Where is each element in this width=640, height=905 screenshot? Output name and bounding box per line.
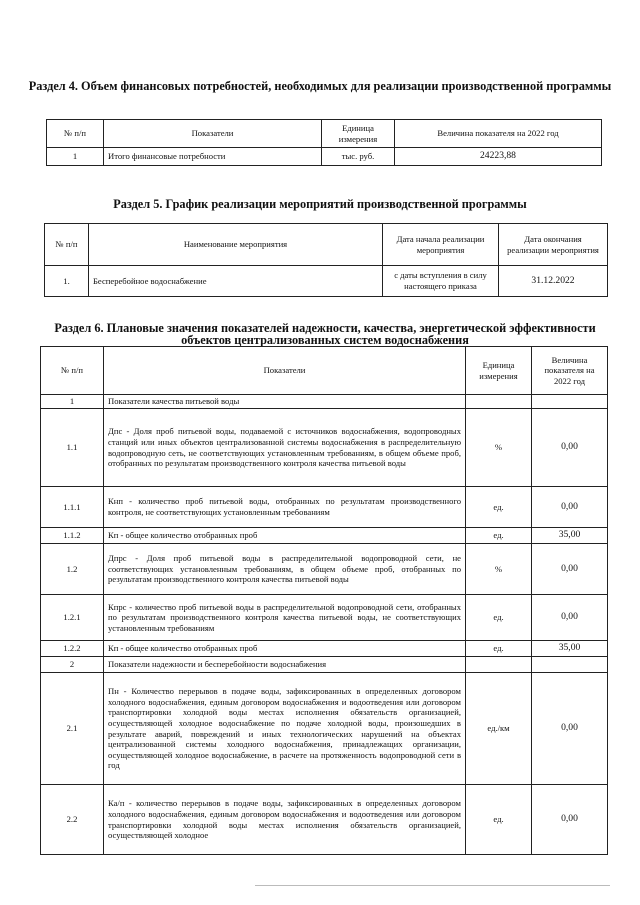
footer-divider — [255, 885, 610, 886]
header-num: № п/п — [45, 224, 89, 266]
header-num: № п/п — [47, 120, 104, 148]
row-indicator: Дпс - Доля проб питьевой воды, подаваемой с источников водоснабжения, водопроводных станций или иных объектов централизованной системы водоснабжения в распределительную водопроводную сеть, не соответствующих установленным требованиям, в общем объеме проб, отобранных по результатам производственного контроля качества питьевой воды — [104, 409, 466, 487]
table-row — [41, 528, 608, 544]
row-indicator: Дпрс - Доля проб питьевой воды в распределительной водопроводной сети, не соответствующих установленным требованиям, в общем объеме проб, отобранных по результатам производственного контроля качества питьевой воды — [104, 544, 466, 595]
table-header-row — [47, 120, 602, 148]
table-header-row — [45, 224, 608, 266]
row-unit — [466, 395, 532, 409]
row-value: 35,00 — [532, 641, 608, 657]
row-indicator: Показатели качества питьевой воды — [104, 395, 466, 409]
section6-table — [40, 346, 608, 855]
row-num: 2.2 — [41, 785, 104, 855]
row-indicator: Кп - общее количество отобранных проб — [104, 528, 466, 544]
row-num: 1.2.1 — [41, 595, 104, 641]
row-num: 1.1 — [41, 409, 104, 487]
row-num: 1.1.1 — [41, 487, 104, 528]
row-num: 2 — [41, 657, 104, 673]
row-end-date: 31.12.2022 — [499, 266, 608, 297]
row-num: 2.1 — [41, 673, 104, 785]
row-unit: ед. — [466, 528, 532, 544]
row-value: 0,00 — [532, 487, 608, 528]
row-unit: ед./км — [466, 673, 532, 785]
row-num: 1 — [41, 395, 104, 409]
row-unit: ед. — [466, 487, 532, 528]
table-row — [41, 641, 608, 657]
header-num: № п/п — [41, 347, 104, 395]
row-unit: % — [466, 409, 532, 487]
row-value: 35,00 — [532, 528, 608, 544]
row-value — [532, 395, 608, 409]
table-row — [41, 595, 608, 641]
row-num: 1 — [47, 148, 104, 166]
table-row — [41, 657, 608, 673]
table-row — [41, 487, 608, 528]
header-start-date: Дата начала реализации мероприятия — [383, 224, 499, 266]
row-num: 1.1.2 — [41, 528, 104, 544]
header-value: Величина показателя на 2022 год — [532, 347, 608, 395]
row-indicator: Кпрс - количество проб питьевой воды в распределительной водопроводной сети, отобранных по результатам производственного контроля качества питьевой воды, не соответствующих установленным требованиям — [104, 595, 466, 641]
table-row — [41, 544, 608, 595]
table-row — [41, 673, 608, 785]
header-value: Величина показателя на 2022 год — [395, 120, 602, 148]
row-indicator: Пн - Количество перерывов в подаче воды, зафиксированных в определенных договором холодного водоснабжения, единым договором водоснабжения и водоотведения или договором транспортировки холодной воды местах исполнения обязательств организацией, осуществляющей холодное водоснабжение по подаче холодной воды, произошедших в результате аварий, повреждений и иных технологических нарушений на объектах централизованной системы холодного водоснабжения, принадлежащих организации, осуществляющей холодное водоснабжение, в расчете на протяженность водопроводной сети в год — [104, 673, 466, 785]
row-unit: тыс. руб. — [322, 148, 395, 166]
row-num: 1. — [45, 266, 89, 297]
section4-title: Раздел 4. Объем финансовых потребностей, необходимых для реализации производственной программы — [28, 79, 612, 93]
header-end-date: Дата окончания реализации мероприятия — [499, 224, 608, 266]
row-value: 0,00 — [532, 785, 608, 855]
header-unit: Единица измерения — [466, 347, 532, 395]
row-value: 0,00 — [532, 544, 608, 595]
row-unit — [466, 657, 532, 673]
row-num: 1.2 — [41, 544, 104, 595]
row-indicator: Показатели надежности и бесперебойности водоснабжения — [104, 657, 466, 673]
row-start-date: с даты вступления в силу настоящего приказа — [383, 266, 499, 297]
row-unit: ед. — [466, 785, 532, 855]
header-indicator: Показатели — [104, 347, 466, 395]
row-num: 1.2.2 — [41, 641, 104, 657]
table-row — [41, 409, 608, 487]
row-indicator: Кп - общее количество отобранных проб — [104, 641, 466, 657]
row-value: 0,00 — [532, 409, 608, 487]
row-indicator: Итого финансовые потребности — [104, 148, 322, 166]
row-value — [532, 657, 608, 673]
row-indicator: Кнп - количество проб питьевой воды, отобранных по результатам производственного контроля, не соответствующих установленным требованиям — [104, 487, 466, 528]
row-value: 0,00 — [532, 673, 608, 785]
row-unit: ед. — [466, 595, 532, 641]
section6-title: Раздел 6. Плановые значения показателей надежности, качества, энергетической эффективности объектов централизованных систем водоснабжения — [54, 321, 596, 347]
table-row — [47, 148, 602, 166]
row-unit: % — [466, 544, 532, 595]
section4-table — [46, 119, 602, 166]
table-row — [41, 785, 608, 855]
row-value: 24223,88 — [395, 148, 602, 166]
section5-title: Раздел 5. График реализации мероприятий производственной программы — [113, 197, 527, 211]
row-activity: Бесперебойное водоснабжение — [89, 266, 383, 297]
header-indicator: Показатели — [104, 120, 322, 148]
row-indicator: Ка/п - количество перерывов в подаче воды, зафиксированных в определенных договором холодного водоснабжения, единым договором водоснабжения и водоотведения или договором транспортировки холодной воды местах исполнения обязательств организацией, осуществляющей холодное — [104, 785, 466, 855]
header-unit: Единица измерения — [322, 120, 395, 148]
table-row — [45, 266, 608, 297]
header-activity: Наименование мероприятия — [89, 224, 383, 266]
table-header-row — [41, 347, 608, 395]
section5-table — [44, 223, 608, 297]
row-unit: ед. — [466, 641, 532, 657]
table-row — [41, 395, 608, 409]
row-value: 0,00 — [532, 595, 608, 641]
